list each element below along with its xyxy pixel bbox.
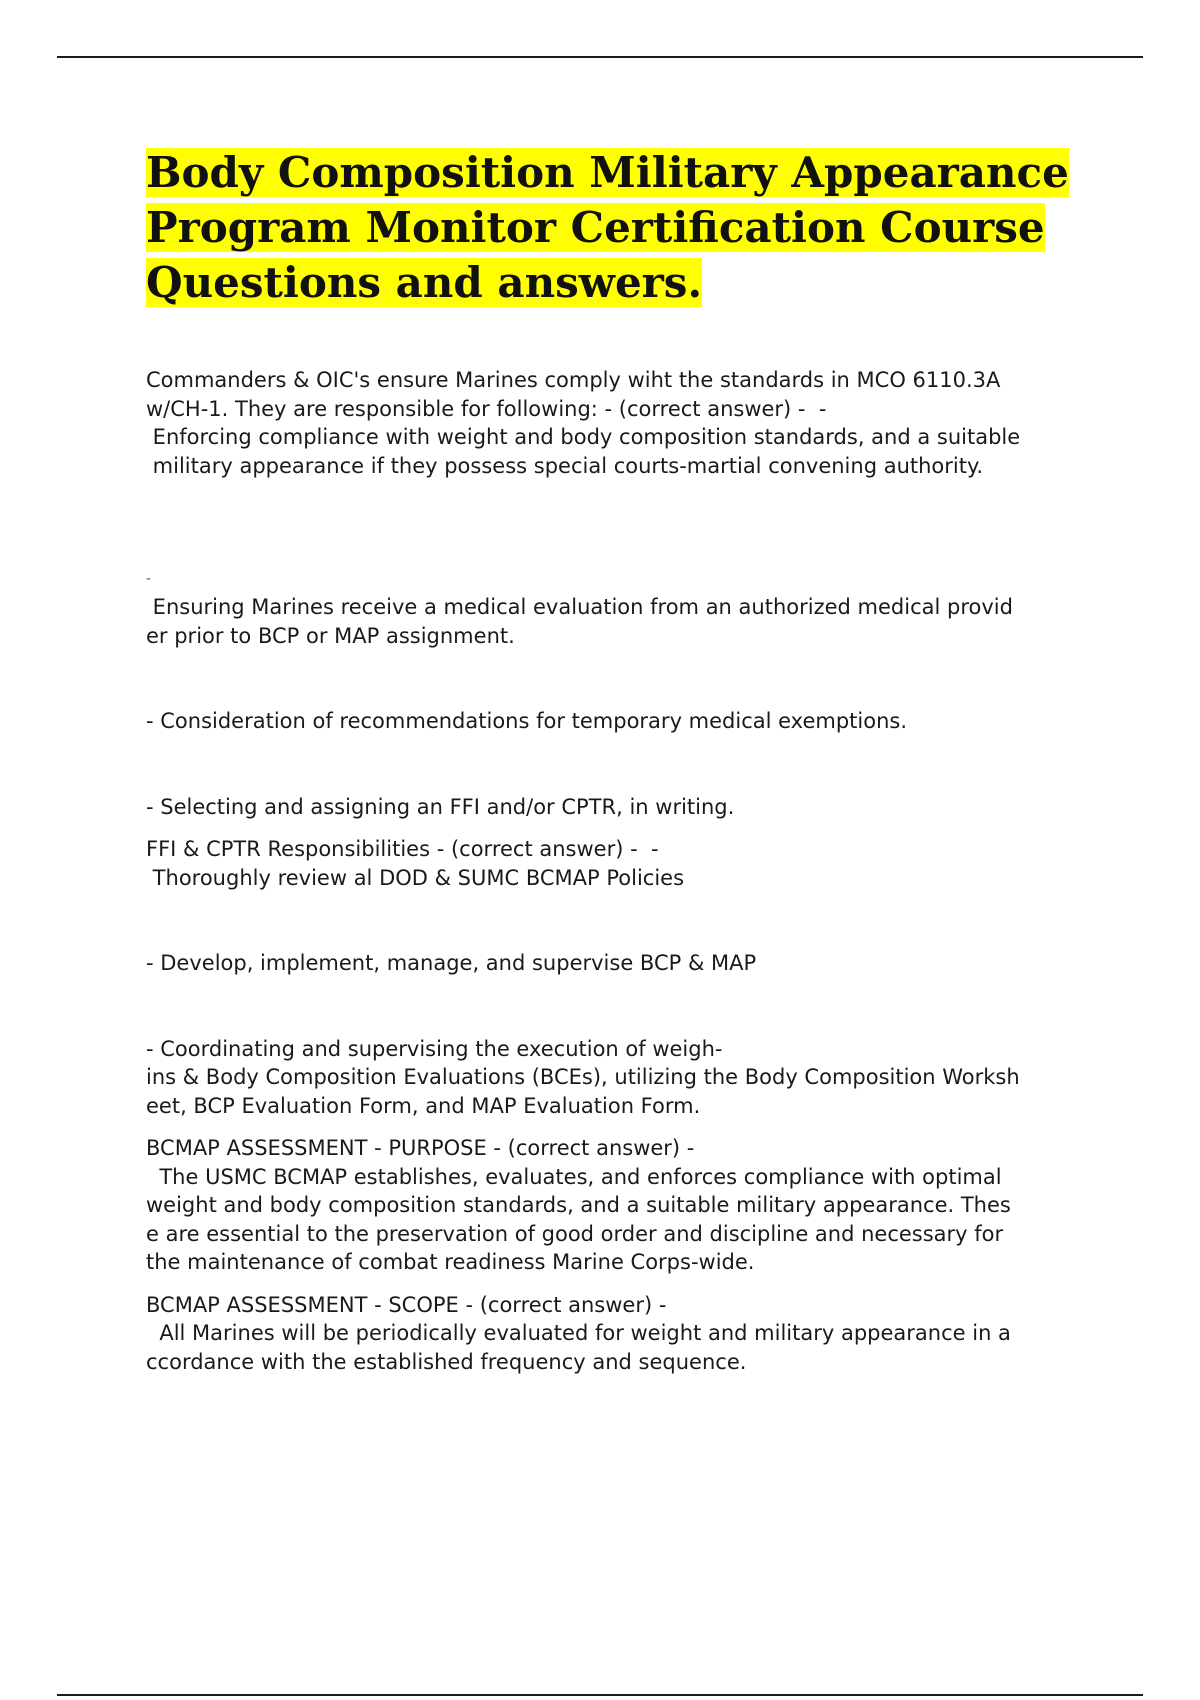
- qa-block-commanders: [146, 366, 1096, 480]
- text-line: Enforcing compliance with weight and body composition standards, and a suitable: [146, 425, 1021, 449]
- spacer: [146, 978, 1096, 1035]
- text-line: -: [146, 571, 152, 587]
- text-line: - Develop, implement, manage, and supervise BCP & MAP: [146, 951, 757, 975]
- text-line: ins & Body Composition Evaluations (BCEs), utilizing the Body Composition Worksh: [146, 1065, 1020, 1089]
- text-line: er prior to BCP or MAP assignment.: [146, 623, 515, 648]
- spacer: [146, 1277, 1096, 1291]
- text-line: - Selecting and assigning an FFI and/or CPTR, in writing.: [146, 794, 735, 819]
- text-line: e are essential to the preservation of good order and discipline and necessary for: [146, 1221, 1004, 1246]
- text-line: weight and body composition standards, and a suitable military appearance. Thes: [146, 1193, 1011, 1217]
- text-line: FFI & CPTR Responsibilities - (correct answer) - -: [146, 837, 659, 861]
- bullet-medical-exemptions: [146, 707, 1096, 736]
- text-line: BCMAP ASSESSMENT - PURPOSE - (correct answer) -: [146, 1136, 695, 1160]
- spacer: [146, 650, 1096, 707]
- bullet-coordinating: [146, 1035, 1096, 1121]
- text-line: Ensuring Marines receive a medical evaluation from an authorized medical provid: [146, 595, 1013, 619]
- text-line: All Marines will be periodically evaluated for weight and military appearance in a: [146, 1321, 1011, 1345]
- text-line: the maintenance of combat readiness Marine Corps-wide.: [146, 1250, 755, 1274]
- page-content: [146, 145, 1096, 1376]
- spacer: [146, 1120, 1096, 1134]
- text-line: ccordance with the established frequency and sequence.: [146, 1349, 747, 1374]
- text-line: - Coordinating and supervising the execution of weigh-: [146, 1036, 723, 1061]
- qa-block-purpose: [146, 1134, 1096, 1277]
- spacer: [146, 736, 1096, 793]
- bullet-develop: [146, 949, 1096, 978]
- top-rule: [57, 56, 1143, 58]
- text-line: eet, BCP Evaluation Form, and MAP Evaluation Form.: [146, 1093, 701, 1118]
- text-line: Thoroughly review al DOD & SUMC BCMAP Policies: [146, 865, 685, 890]
- text-line: military appearance if they possess special courts-martial convening authority.: [146, 453, 984, 478]
- bullet-medical-evaluation: [146, 565, 1096, 650]
- spacer: [146, 821, 1096, 835]
- bullet-selecting-ffi: [146, 793, 1096, 822]
- text-line: w/CH-1. They are responsible for following: - (correct answer) - -: [146, 396, 827, 421]
- bottom-rule: [57, 1694, 1143, 1696]
- spacer: [146, 892, 1096, 949]
- spacer: [146, 480, 1096, 537]
- text-line: Commanders & OIC's ensure Marines comply wiht the standards in MCO 6110.3A: [146, 368, 1001, 392]
- text-line: - Consideration of recommendations for temporary medical exemptions.: [146, 709, 908, 733]
- text-line: BCMAP ASSESSMENT - SCOPE - (correct answer) -: [146, 1292, 667, 1317]
- title-line: Program Monitor Certification Course: [146, 203, 1045, 252]
- title-line: Body Composition Military Appearance: [146, 148, 1069, 197]
- qa-block-ffi-cptr: [146, 835, 1096, 892]
- title-line: Questions and answers.: [146, 258, 703, 307]
- document-body: [146, 366, 1096, 1376]
- text-line: The USMC BCMAP establishes, evaluates, and enforces compliance with optimal: [146, 1164, 1002, 1189]
- qa-block-scope: [146, 1291, 1096, 1377]
- document-title: [146, 145, 1096, 310]
